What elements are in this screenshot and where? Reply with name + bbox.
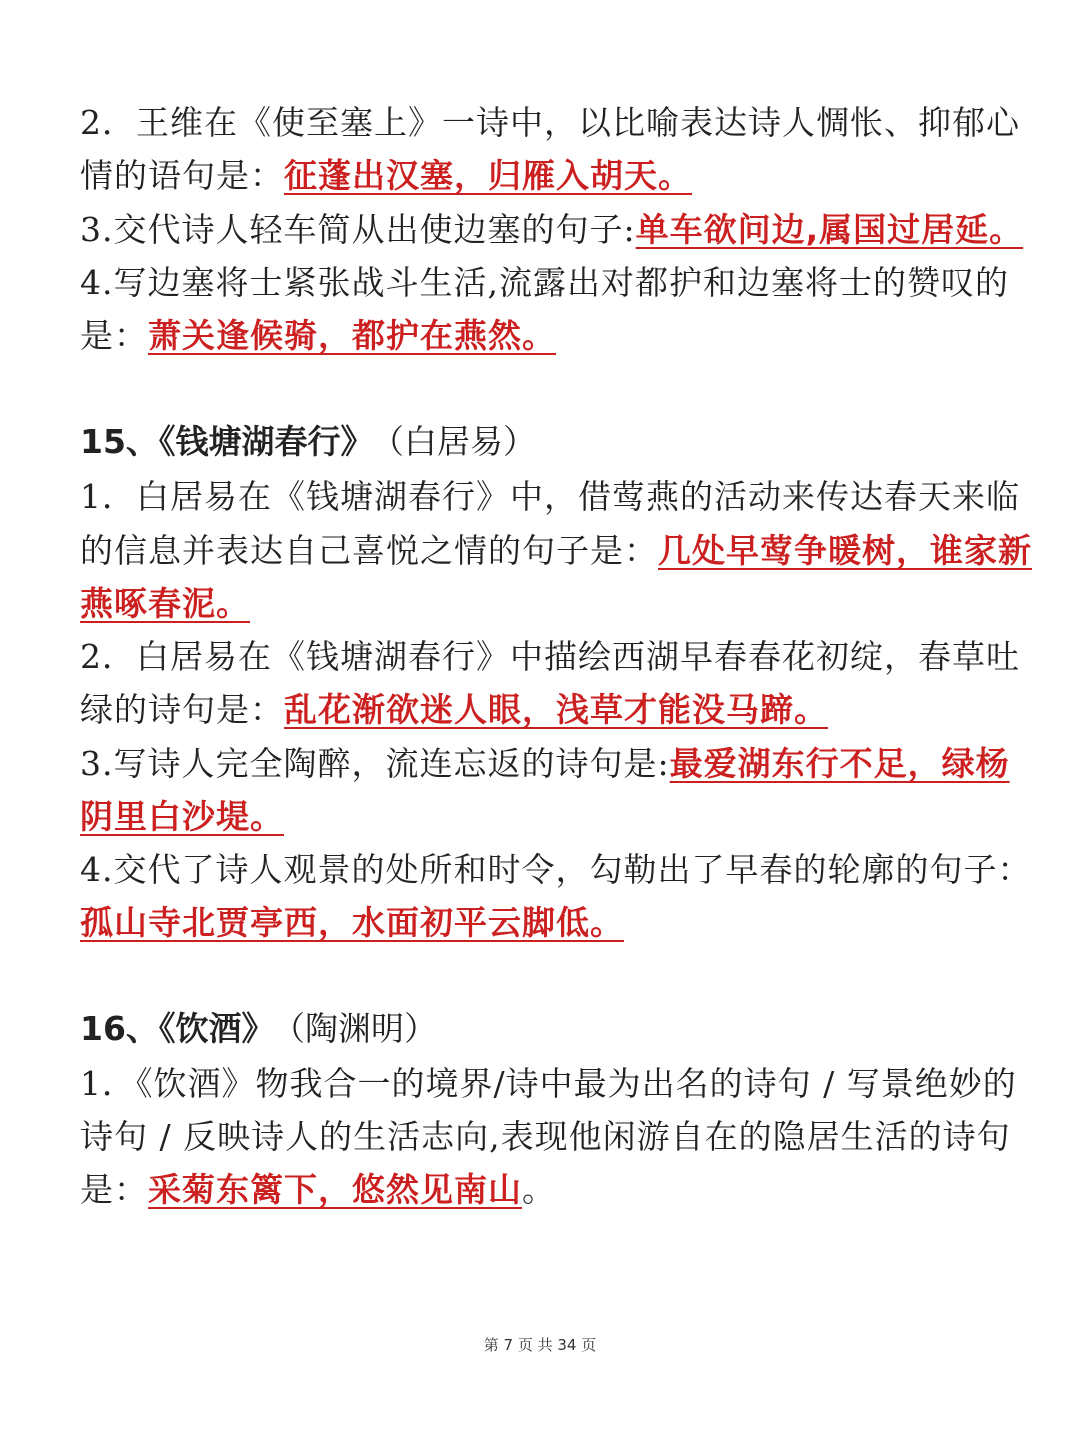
s15-q3-line1 <box>80 744 1010 784</box>
page-number-footer: 第 7 页 共 34 页 <box>483 1336 597 1354</box>
s15-q1-lead: 的信息并表达自己喜悦之情的句子是： <box>80 531 658 570</box>
section15-author: （白居易） <box>387 422 536 461</box>
s15-q4-line1: 4.交代了诗人观景的处所和时令，勾勒出了早春的轮廓的句子： <box>80 850 1032 889</box>
s14-q2-line2 <box>80 156 692 196</box>
s15-q1-line3 <box>80 584 250 624</box>
section16-number: 16、 <box>80 1009 159 1048</box>
s14-q3-answer: 单车欲问边,属国过居延。 <box>635 210 1024 249</box>
s15-q3-lead: 3.写诗人完全陶醉，流连忘返的诗句是: <box>80 744 670 783</box>
section15-title: 《钱塘湖春行》 <box>158 422 374 461</box>
s14-q2-line1: 2．王维在《使至塞上》一诗中，以比喻表达诗人惆怅、抑郁心 <box>80 103 1020 142</box>
s16-q1-lead: 是： <box>80 1170 148 1209</box>
s15-q3-line2 <box>80 797 284 837</box>
s15-q2-line2 <box>80 690 828 730</box>
s16-q1-line3 <box>80 1170 556 1210</box>
s14-q3-line1 <box>80 210 1023 250</box>
s16-q1-answer: 采菊东篱下，悠然见南山 <box>148 1170 522 1209</box>
section15-number: 15、 <box>80 422 159 461</box>
s14-q4-answer: 萧关逢候骑，都护在燕然。 <box>148 316 556 355</box>
s15-q1-line2 <box>80 531 1032 571</box>
section16-heading <box>80 1009 437 1049</box>
s14-q2-answer: 征蓬出汉塞，归雁入胡天。 <box>284 156 692 195</box>
s14-q4-line1: 4.写边塞将士紧张战斗生活,流露出对都护和边塞将士的赞叹的 <box>80 263 1009 302</box>
section16-title: 《饮酒》 <box>158 1009 275 1048</box>
s15-q3-answer-part1: 最爱湖东行不足，绿杨 <box>669 744 1010 783</box>
s16-q1-tail: 。 <box>522 1170 556 1209</box>
s15-q1-answer-part1: 几处早莺争暖树，谁家新 <box>658 531 1032 570</box>
s15-q4-line2 <box>80 903 624 943</box>
s16-q1-line1: 1．《饮酒》物我合一的境界/诗中最为出名的诗句 / 写景绝妙的 <box>80 1064 1017 1103</box>
s16-q1-line2: 诗句 / 反映诗人的生活志向,表现他闲游自在的隐居生活的诗句 <box>80 1117 1011 1156</box>
s14-q2-lead: 情的语句是： <box>80 156 284 195</box>
s14-q3-lead: 3.交代诗人轻车简从出使边塞的句子: <box>80 210 636 249</box>
s15-q2-line1: 2．白居易在《钱塘湖春行》中描绘西湖早春春花初绽，春草吐 <box>80 637 1020 676</box>
s14-q4-line2 <box>80 316 556 356</box>
s15-q3-answer-part2: 阴里白沙堤。 <box>80 797 284 836</box>
s15-q2-lead: 绿的诗句是： <box>80 690 284 729</box>
s15-q4-answer: 孤山寺北贾亭西，水面初平云脚低。 <box>80 903 624 942</box>
s15-q1-answer-part2: 燕啄春泥。 <box>80 584 250 623</box>
s15-q1-line1: 1．白居易在《钱塘湖春行》中，借莺燕的活动来传达春天来临 <box>80 477 1020 516</box>
s15-q2-answer: 乱花渐欲迷人眼，浅草才能没马蹄。 <box>284 690 828 729</box>
section16-author: （陶渊明） <box>288 1009 437 1048</box>
section15-heading <box>80 422 536 462</box>
s14-q4-lead: 是： <box>80 316 148 355</box>
